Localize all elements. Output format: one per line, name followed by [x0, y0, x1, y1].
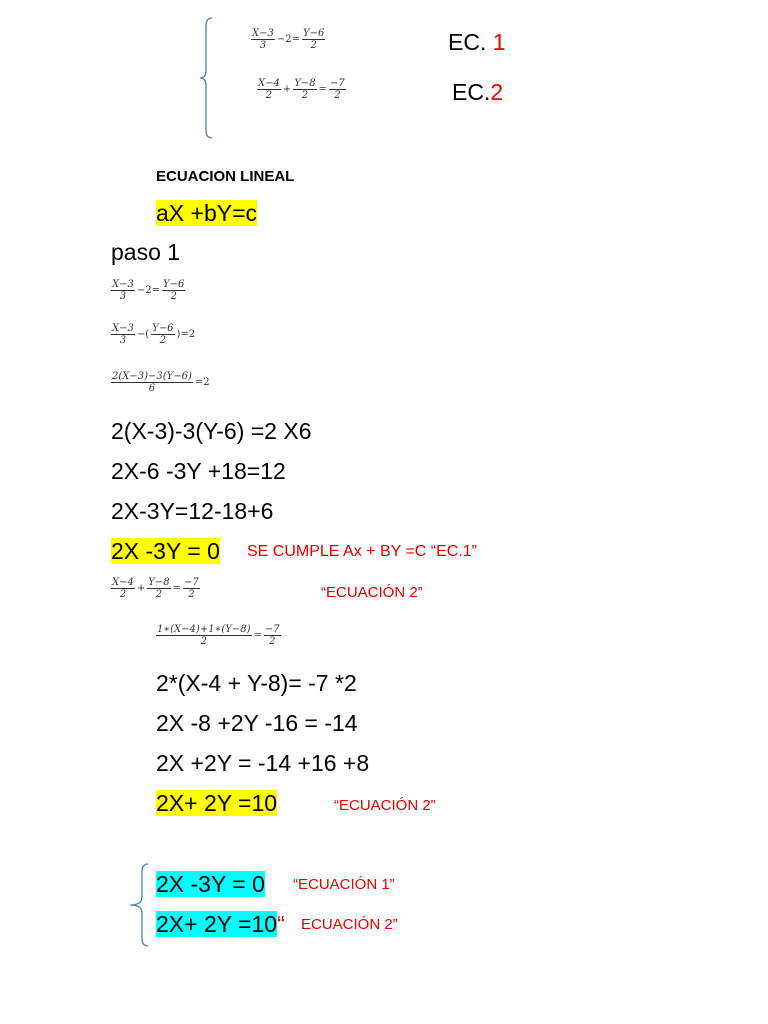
final-eq1-note: “ECUACIÓN 1” [293, 876, 395, 893]
step-eq3: $\frac{2(X-3)-3(Y-6)}{6}$ =2 [112, 371, 210, 394]
label-ec1: EC. 1 [448, 29, 506, 55]
final-eq2: 2X+ 2Y =10“ [156, 911, 285, 937]
final-eq2-note: ECUACIÓN 2” [301, 916, 398, 933]
step-eq2: $\frac{X-3}{3}$ −( $\frac{Y-6}{2}$ )=2 [112, 323, 196, 346]
line-5: 2X -8 +2Y -16 = -14 [156, 710, 358, 736]
system-eq2: $\frac{X-4}{2}$ + $\frac{Y-8}{2}$ = $\frac{-7}{2}$ [258, 78, 345, 101]
step-title: paso 1 [111, 239, 181, 265]
line-4: 2*(X-4 + Y-8)= -7 *2 [156, 670, 357, 696]
step-eq1: $\frac{X-3}{3}$ −2= $\frac{Y-6}{2}$ [112, 279, 185, 302]
system-brace-top [196, 16, 216, 140]
note-ec2: “ECUACIÓN 2” [321, 584, 423, 601]
result-2: 2X+ 2Y =10 [156, 790, 278, 816]
result-2-note: “ECUACIÓN 2” [334, 797, 436, 814]
line-1: 2(X-3)-3(Y-6) =2 X6 [111, 418, 312, 444]
step-eq4: $\frac{X-4}{2}$ + $\frac{Y-8}{2}$ = $\frac{-7}{2}$ [112, 577, 199, 600]
result-1-note: SE CUMPLE Ax + BY =C “EC.1” [247, 543, 478, 560]
final-eq1: 2X -3Y = 0 [156, 871, 265, 897]
line-6: 2X +2Y = -14 +16 +8 [156, 750, 370, 776]
heading: ECUACION LINEAL [156, 168, 295, 185]
line-2: 2X-6 -3Y +18=12 [111, 458, 286, 484]
line-3: 2X-3Y=12-18+6 [111, 498, 274, 524]
general-form: aX +bY=c [156, 200, 258, 226]
result-1: 2X -3Y = 0 [111, 538, 220, 564]
system-brace-final [126, 862, 154, 948]
label-ec2: EC.2 [452, 79, 504, 105]
system-eq1: $\frac{X-3}{3}$ −2= $\frac{Y-6}{2}$ [252, 28, 325, 51]
step-eq5: $\frac{1∗(X-4)+1∗(Y-8)}{2}$ = $\frac{-7}{2}$ [157, 624, 280, 647]
